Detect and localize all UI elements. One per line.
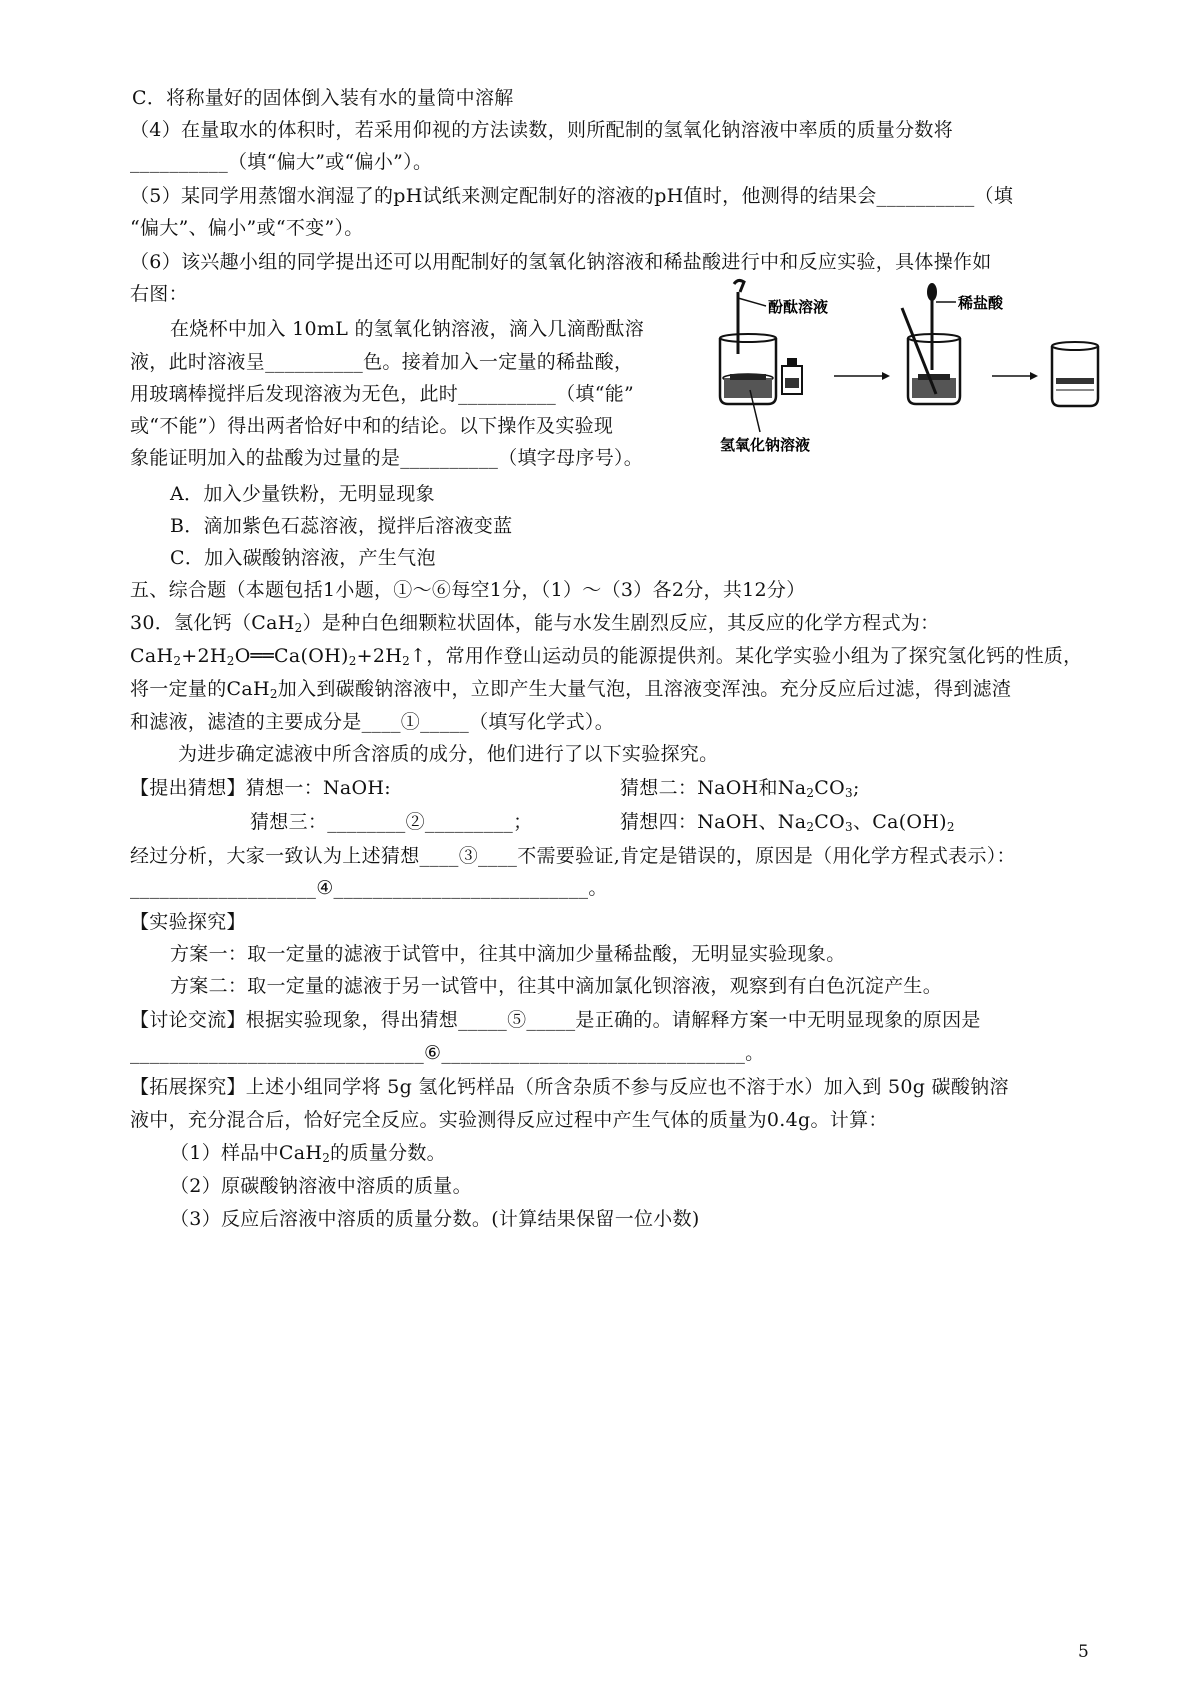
question-6-para-line4: 或“不能”）得出两者恰好中和的结论。以下操作及实验现 <box>130 415 614 437</box>
option-b-litmus: B．滴加紫色石蕊溶液，搅拌后溶液变蓝 <box>170 515 513 537</box>
extension-line1: 【拓展探究】上述小组同学将 5g 氢化钙样品（所含杂质不参与反应也不溶于水）加入到 50g 碳酸钠溶 <box>130 1076 1009 1098</box>
discussion-line1: 【讨论交流】根据实验现象，得出猜想_____⑤_____是正确的。请解释方案一中无明显现象的原因是 <box>130 1009 981 1031</box>
question-6-line2: 右图： <box>130 283 188 305</box>
hypothesis-2: 猜想二：NaOH和$Na_2CO_3$; <box>620 777 860 800</box>
label-dilute-hcl: 稀盐酸 <box>958 294 1004 312</box>
question-4-line2: __________（填“偏大”或“偏小”）。 <box>130 151 433 173</box>
calc-2: （2）原碳酸钠溶液中溶质的质量。 <box>170 1175 472 1197</box>
question-6-para-line2: 液，此时溶液呈__________色。接着加入一定量的稀盐酸， <box>130 351 634 373</box>
question-30-line4: 和滤液，滤渣的主要成分是____①_____（填写化学式）。 <box>130 711 615 733</box>
hypothesis-1: 【提出猜想】猜想一：NaOH: <box>130 777 392 799</box>
question-6-para-line3: 用玻璃棒搅拌后发现溶液为无色，此时__________（填“能” <box>130 383 635 405</box>
page-number: 5 <box>1078 1642 1089 1662</box>
analysis-blank-4: ___________________④__________________________。 <box>130 877 608 899</box>
question-6-para-line5: 象能证明加入的盐酸为过量的是__________（填字母序号）。 <box>130 447 644 469</box>
label-phenolphthalein: 酚酞溶液 <box>768 298 829 316</box>
experiment-heading: 【实验探究】 <box>130 911 246 933</box>
calc-3: （3）反应后溶液中溶质的质量分数。(计算结果保留一位小数) <box>170 1208 700 1230</box>
option-c-carbonate: C．加入碳酸钠溶液，产生气泡 <box>170 547 436 569</box>
analysis-line1: 经过分析，大家一致认为上述猜想____③____不需要验证,肯定是错误的，原因是（用化学方程式表示）： <box>130 845 1016 867</box>
question-30-line1: 30．氢化钙（CaH$_2$）是种白色细颗粒状固体，能与水发生剧烈反应，其反应的化学方程式为： <box>130 612 940 635</box>
question-6-para-line1: 在烧杯中加入 10mL 的氢氧化钠溶液，滴入几滴酚酞溶 <box>170 318 644 340</box>
calc-1: （1）样品中CaH$_2$的质量分数。 <box>170 1142 446 1165</box>
section-5-heading: 五、综合题（本题包括1小题，①～⑥每空1分，（1）～（3）各2分，共12分） <box>130 579 806 601</box>
option-a-iron: A．加入少量铁粉，无明显现象 <box>170 483 435 505</box>
question-5-line1: （5）某同学用蒸馏水润湿了的pH试纸来测定配制好的溶液的pH值时，他测得的结果会__________（填 <box>130 185 1014 207</box>
question-4-line1: （4）在量取水的体积时，若采用仰视的方法读数，则所配制的氢氧化钠溶液中率质的质量分数将 <box>130 119 953 141</box>
beaker-3-icon <box>1052 342 1098 406</box>
dropper-2-icon <box>927 283 956 370</box>
question-5-line2: “偏大”、偏小”或“不变”）。 <box>130 217 364 239</box>
neutralization-figure <box>710 278 1120 458</box>
arrow-1-icon <box>834 372 890 380</box>
question-30-intro: 为进步确定滤液中所含溶质的成分，他们进行了以下实验探究。 <box>178 743 719 765</box>
hypothesis-4: 猜想四：NaOH、$Na_2CO_3$、$Ca(OH)_2$ <box>620 811 955 834</box>
question-30-line3: 将一定量的CaH$_2$加入到碳酸钠溶液中，立即产生大量气泡，且溶液变浑浊。充分反应后过滤，得到滤渣 <box>130 678 1012 701</box>
label-naoh-solution: 氢氧化钠溶液 <box>720 436 811 454</box>
question-30-line2: $CaH_2+2H_2O══Ca(OH)_2+2H_2↑$，常用作登山运动员的能源提供剂。某化学实验小组为了探究氢化钙的性质， <box>130 645 1083 668</box>
arrow-2-icon <box>992 372 1038 380</box>
beaker-1-icon <box>720 334 776 404</box>
reagent-bottle-icon <box>782 358 802 394</box>
plan-1: 方案一：取一定量的滤液于试管中，往其中滴加少量稀盐酸，无明显实验现象。 <box>170 943 846 965</box>
discussion-blank-6: ______________________________⑥_______________________________。 <box>130 1042 765 1064</box>
hypothesis-3: 猜想三：________②_________； <box>250 811 533 833</box>
option-c-dissolve: C．将称量好的固体倒入装有水的量筒中溶解 <box>132 87 514 109</box>
extension-line2: 液中，充分混合后，恰好完全反应。实验测得反应过程中产生气体的质量为0.4g。计算： <box>130 1109 888 1131</box>
plan-2: 方案二：取一定量的滤液于另一试管中，往其中滴加氯化钡溶液，观察到有白色沉淀产生。 <box>170 975 943 997</box>
question-6-line1: （6）该兴趣小组的同学提出还可以用配制好的氢氧化钠溶液和稀盐酸进行中和反应实验，具体操作如 <box>130 251 992 273</box>
